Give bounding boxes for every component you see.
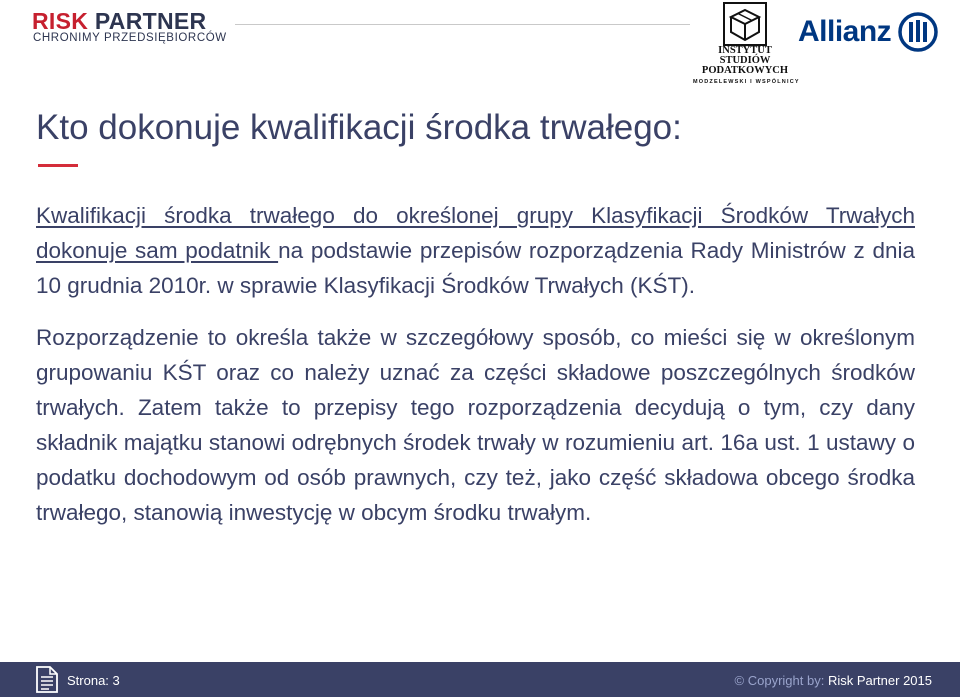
paragraph-1-rest: na podstawie przepisów rozporządzenia Rady Ministrów z dnia 10 grudnia 2010r. w sprawie Klasyfikacji Środków Trwałych (KŚT). bbox=[36, 238, 916, 298]
underlined-statement: Kwalifikacji środka trwałego do określonej grupy Klasyfikacji Środków Trwałych dokonuje sam podatnik bbox=[36, 203, 915, 263]
paragraph-1 bbox=[36, 198, 915, 303]
institute-logo bbox=[693, 2, 800, 90]
copyright-prefix: © Copyright by: bbox=[734, 673, 825, 688]
allianz-wordmark: Allianz bbox=[798, 15, 892, 48]
paragraph-2: Rozporządzenie to określa także w szczegółowy sposób, co mieści się w określonym grupowaniu KŚT oraz co należy uznać za części składowe poszczególnych środków trwałych. Zatem także to przepisy tego rozporządzenia decydują o tym, czy dany składnik majątku stanowi odrębnych środek trwały w rozumieniu art. 16a ust. 1 ustawy o podatku dochodowym od osób prawnych, czy też, jako część składowa obcego środka trwałego, stanowią inwestycję w obcym środku trwałym. bbox=[36, 325, 915, 525]
risk-word: RISK bbox=[32, 8, 89, 34]
institute-name: INSTYTUT STUDIÓW PODATKOWYCH bbox=[701, 45, 789, 76]
slide-body bbox=[36, 198, 915, 530]
allianz-eagle-icon bbox=[898, 12, 938, 52]
slide-footer bbox=[0, 662, 960, 697]
risk-partner-tagline: CHRONIMY PRZEDSIĘBIORCÓW bbox=[33, 32, 227, 44]
title-accent-line bbox=[38, 164, 78, 167]
copyright-notice bbox=[735, 673, 932, 688]
risk-partner-wordmark bbox=[32, 8, 206, 35]
institute-subline: MODZELEWSKI I WSPÓLNICY bbox=[693, 79, 800, 85]
cube-icon bbox=[723, 2, 767, 46]
allianz-logo bbox=[798, 12, 943, 56]
slide-header bbox=[0, 0, 960, 92]
document-icon bbox=[36, 666, 58, 693]
partner-word: PARTNER bbox=[88, 8, 207, 34]
page-number: Strona: 3 bbox=[67, 673, 120, 688]
risk-partner-logo bbox=[32, 8, 227, 48]
copyright-owner: Risk Partner 2015 bbox=[824, 673, 932, 688]
header-divider bbox=[235, 24, 690, 25]
slide-title: Kto dokonuje kwalifikacji środka trwałego: bbox=[36, 108, 682, 147]
